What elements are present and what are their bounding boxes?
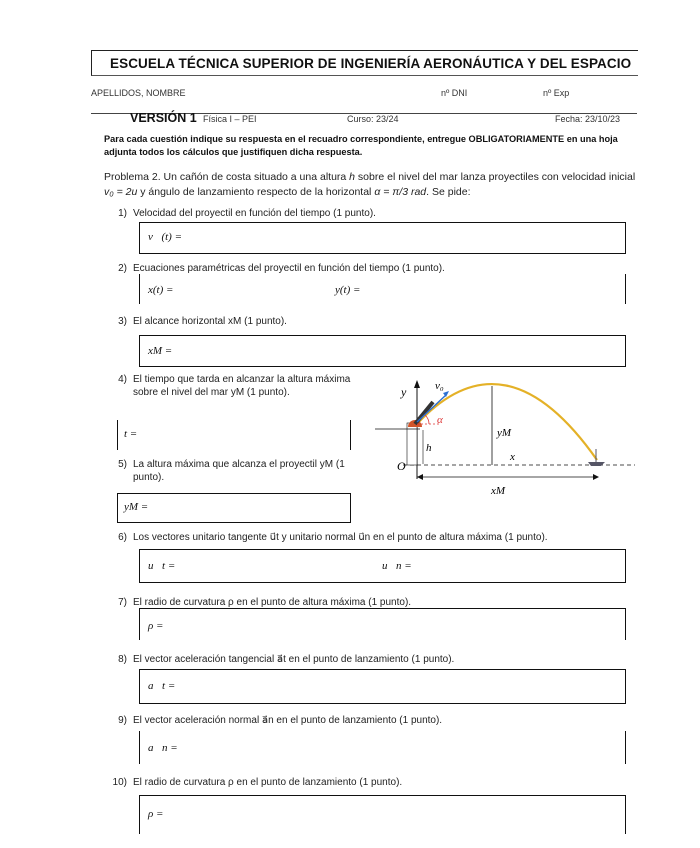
- problem-statement: [104, 170, 644, 200]
- problem-alpha: α = π/3 rad: [374, 186, 427, 198]
- question-5: [105, 459, 357, 484]
- question-number: 10): [112, 777, 127, 788]
- xm-arrow-l: [417, 474, 423, 480]
- header-title-box: [91, 50, 638, 76]
- question-text: El vector aceleración normal a⃗n en el punto de lanzamiento (1 punto).: [133, 715, 443, 726]
- label-y: y: [401, 385, 407, 399]
- answer-box-9[interactable]: [139, 731, 626, 764]
- answer-box-8[interactable]: [139, 669, 626, 704]
- y-axis-arrow: [414, 380, 420, 388]
- answer-box-5[interactable]: [117, 493, 351, 523]
- subject-label: Física I – PEI: [203, 114, 257, 124]
- answer-box-1[interactable]: [139, 222, 626, 254]
- question-text: Los vectores unitario tangente u⃗t y unitario normal u⃗n en el punto de altura máxima (1 punto).: [133, 532, 548, 543]
- problem-h: h: [349, 171, 356, 183]
- label-ym: yM: [497, 427, 512, 439]
- label-h: h: [426, 442, 432, 454]
- answer-box-2[interactable]: [139, 274, 626, 304]
- version-label: VERSIÓN 1: [130, 111, 197, 125]
- dni-label: nº DNI: [441, 88, 468, 98]
- problem-label: Problema 2.: [104, 171, 161, 183]
- answer-box-10[interactable]: [139, 795, 626, 834]
- problem-text-a: Un cañón de costa situado a una altura: [160, 171, 350, 183]
- question-3: [105, 316, 287, 327]
- question-number: 4): [118, 374, 127, 385]
- problem-text-c: y ángulo de lanzamiento respecto de la horizontal: [137, 186, 375, 198]
- answer-label: xM =: [148, 345, 173, 357]
- answer-label: x(t) =: [148, 284, 174, 296]
- question-text: Ecuaciones paramétricas del proyectil en función del tiempo (1 punto).: [133, 263, 445, 274]
- school-name: ESCUELA TÉCNICA SUPERIOR DE INGENIERÍA AERONÁUTICA Y DEL ESPACIO: [110, 56, 632, 71]
- question-7: [105, 597, 411, 608]
- answer-label: v⃗(t) =: [148, 231, 182, 243]
- apellidos-label: APELLIDOS, NOMBRE: [91, 88, 186, 98]
- question-text: Velocidad del proyectil en función del tiempo (1 punto).: [133, 208, 376, 219]
- answer-label: a⃗t =: [148, 680, 176, 692]
- question-number: 9): [118, 715, 127, 726]
- problem-text-d: . Se pide:: [426, 186, 471, 198]
- question-text: El tiempo que tarda en alcanzar la altura máxima sobre el nivel del mar yM (1 punto).: [133, 374, 351, 398]
- label-origin: O: [397, 459, 406, 473]
- question-8: [105, 654, 454, 665]
- question-text: El alcance horizontal xM (1 punto).: [133, 316, 287, 327]
- date-label: Fecha: 23/10/23: [555, 114, 621, 124]
- question-number: 1): [118, 208, 127, 219]
- question-text: El radio de curvatura ρ en el punto de altura máxima (1 punto).: [133, 597, 412, 608]
- course-label: Curso: 23/24: [347, 114, 399, 124]
- answer-label: ρ =: [148, 620, 164, 632]
- question-number: 8): [118, 654, 127, 665]
- answer-label-2: u⃗n =: [382, 560, 412, 572]
- answer-label: u⃗t =: [148, 560, 176, 572]
- xm-arrow-r: [593, 474, 599, 480]
- question-number: 5): [118, 459, 127, 470]
- answer-label: yM =: [124, 501, 149, 513]
- question-2: [105, 263, 445, 274]
- question-9: [105, 715, 442, 726]
- answer-label: t =: [124, 428, 138, 440]
- instructions: Para cada cuestión indique su respuesta en el recuadro correspondiente, entregue OBLIGATORIAMENTE en una hoja adjunta todos los cálculos que justifiquen dicha respuesta.: [104, 134, 618, 157]
- question-6: [105, 532, 548, 543]
- question-text: El vector aceleración tangencial a⃗t en el punto de lanzamiento (1 punto).: [133, 654, 455, 665]
- trajectory: [417, 384, 597, 460]
- label-xm: xM: [491, 485, 506, 497]
- problem-text-b: sobre el nivel del mar lanza proyectiles con velocidad inicial: [355, 171, 636, 183]
- answer-label: ρ =: [148, 808, 164, 820]
- answer-box-6[interactable]: [139, 549, 626, 583]
- projectile-diagram: [365, 374, 645, 504]
- question-number: 3): [118, 316, 127, 327]
- answer-box-3[interactable]: [139, 335, 626, 367]
- question-text: El radio de curvatura ρ en el punto de lanzamiento (1 punto).: [133, 777, 403, 788]
- question-text: La altura máxima que alcanza el proyectil yM (1 punto).: [133, 459, 345, 483]
- label-x: x: [510, 451, 515, 463]
- question-number: 7): [118, 597, 127, 608]
- question-1: [105, 208, 376, 219]
- question-4: [105, 374, 357, 399]
- question-number: 2): [118, 263, 127, 274]
- exp-label: nº Exp: [543, 88, 570, 98]
- answer-box-7[interactable]: [139, 608, 626, 640]
- label-alpha: α: [437, 414, 443, 426]
- answer-label-2: y(t) =: [335, 284, 361, 296]
- answer-label: a⃗n =: [148, 742, 178, 754]
- question-number: 6): [118, 532, 127, 543]
- answer-box-4[interactable]: [117, 420, 351, 450]
- problem-v0: v₀ = 2u: [104, 186, 138, 198]
- version-row: [91, 113, 637, 131]
- question-10: [105, 777, 402, 788]
- label-v0: v₀: [435, 380, 444, 392]
